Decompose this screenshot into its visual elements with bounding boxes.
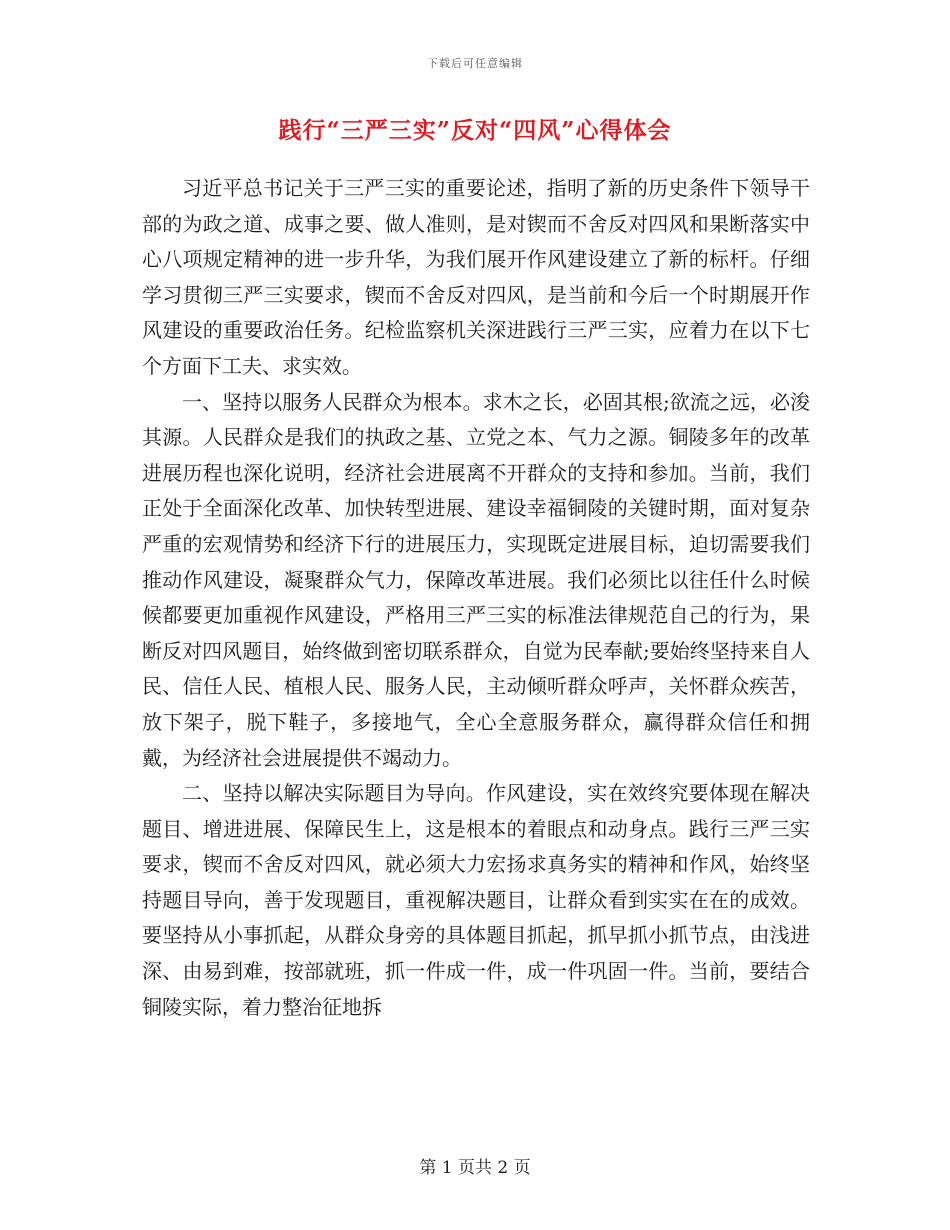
paragraph-section-2: 二、坚持以解决实际题目为导向。作风建设，实在效终究要体现在解决题目、增进进展、保障民生上，这是根本的着眼点和动身点。践行三严三实要求，锲而不舍反对四风，就必须大力宏扬求真务实的精神和作风，始终坚持题目导向，善于发现题目，重视解决题目，让群众看到实实在在的成效。要坚持从小事抓起，从群众身旁的具体题目抓起，抓早抓小抓节点，由浅进深、由易到难，按部就班，抓一件成一件，成一件巩固一件。当前，要结合铜陵实际，着力整治征地拆 (142, 781, 810, 1019)
document-body (142, 171, 810, 1025)
page-number-footer: 第 1 页共 2 页 (419, 1158, 531, 1178)
paragraph-section-1: 一、坚持以服务人民群众为根本。求木之长，必固其根;欲流之远，必浚其源。人民群众是我们的执政之基、立党之本、气力之源。铜陵多年的改革进展历程也深化说明，经济社会进展离不开群众的支持和参加。当前，我们正处于全面深化改革、加快转型进展、建设幸福铜陵的关键时期，面对复杂严重的宏观情势和经济下行的进展压力，实现既定进展目标，迫切需要我们推动作风建设，凝聚群众气力，保障改革进展。我们必须比以往任什么时候候都要更加重视作风建设，严格用三严三实的标准法律规范自己的行为，果断反对四风题目，始终做到密切联系群众，自觉为民奉献;要始终坚持来自人民、信任人民、植根人民、服务人民，主动倾听群众呼声，关怀群众疾苦，放下架子，脱下鞋子，多接地气，全心全意服务群众，赢得群众信任和拥戴，为经济社会进展提供不竭动力。 (142, 389, 810, 770)
page-header-note: 下载后可任意编辑 (427, 57, 523, 70)
paragraph-intro: 习近平总书记关于三严三实的重要论述，指明了新的历史条件下领导干部的为政之道、成事之要、做人准则，是对锲而不舍反对四风和果断落实中心八项规定精神的进一步升华，为我们展开作风建设建立了新的标杆。仔细学习贯彻三严三实要求，锲而不舍反对四风，是当前和今后一个时期展开作风建设的重要政治任务。纪检监察机关深进践行三严三实，应着力在以下七个方面下工夫、求实效。 (142, 176, 810, 378)
document-title: 践行“三严三实”反对“四风”心得体会 (278, 117, 672, 144)
